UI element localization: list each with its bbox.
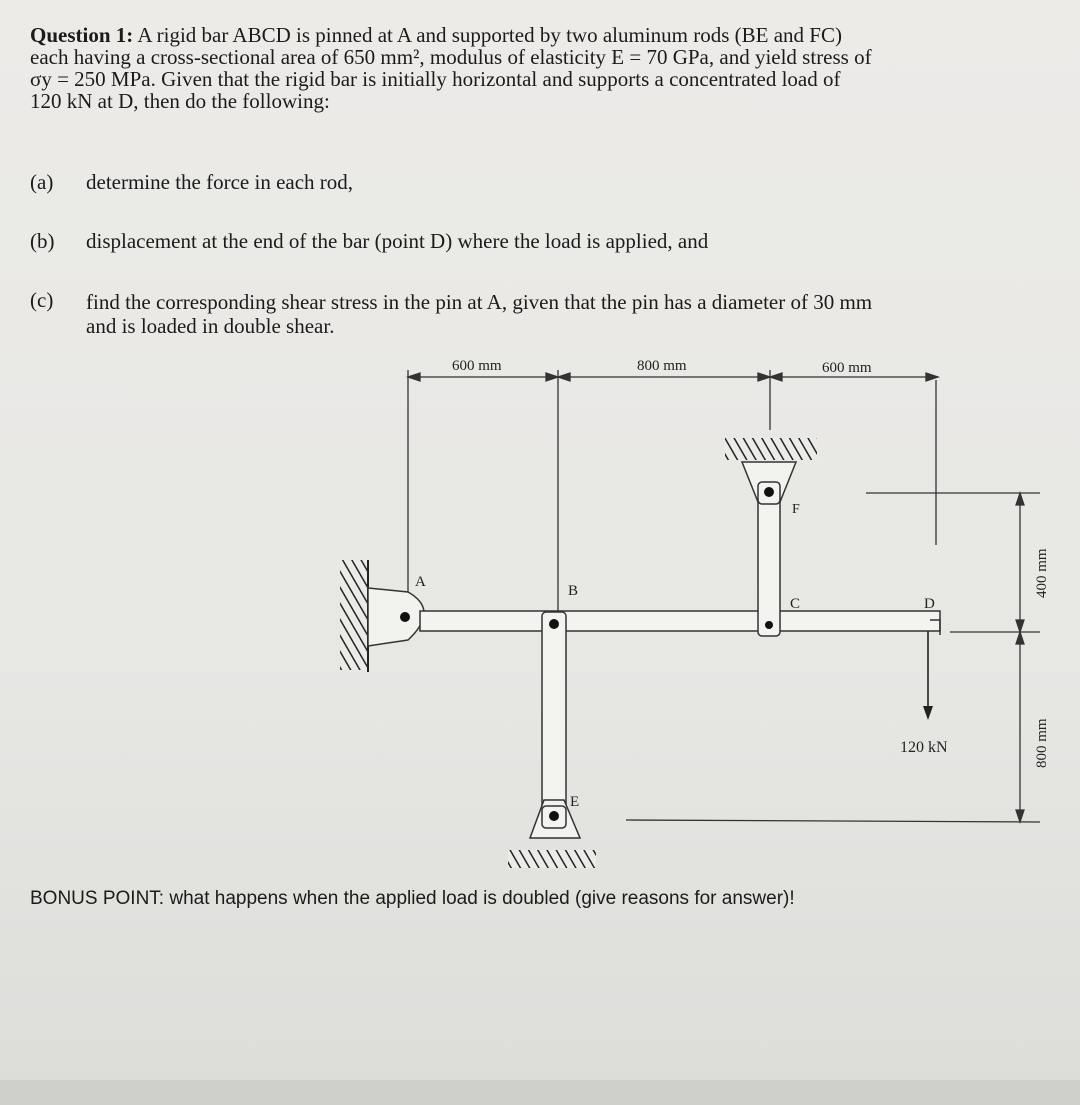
wall-support-a: [340, 560, 368, 670]
part-a-label: (a): [30, 170, 54, 194]
bonus-question: BONUS POINT: what happens when the applied load is doubled (give reasons for answer)!: [30, 888, 795, 909]
rod-fc: [758, 482, 780, 636]
point-b-label: B: [568, 583, 579, 599]
question-line-1: A rigid bar ABCD is pinned at A and supported by two aluminum rods (BE and FC): [137, 23, 842, 47]
point-e-label: E: [570, 794, 580, 810]
part-c-line-2: and is loaded in double shear.: [86, 314, 335, 338]
pin-bracket-a: [368, 588, 424, 646]
question-line-2: each having a cross-sectional area of 650 mm², modulus of elasticity E = 70 GPa, and yield stress of: [30, 45, 872, 69]
bottom-strip: [0, 1080, 1080, 1105]
load-arrow: [923, 631, 933, 720]
pin-a: [400, 612, 410, 622]
load-label: 120 kN: [900, 739, 948, 756]
top-dimension-line: [408, 370, 938, 620]
rod-be: [542, 612, 566, 830]
ground-support-e: [508, 850, 596, 868]
part-c-label: (c): [30, 288, 54, 312]
dim-ab-label: 600 mm: [452, 358, 502, 374]
point-f-label: F: [792, 502, 800, 517]
question-label: Question 1:: [30, 23, 134, 47]
part-b-label: (b): [30, 229, 55, 253]
dim-bc-label: 800 mm: [637, 358, 687, 374]
part-b-text: displacement at the end of the bar (point D) where the load is applied, and: [86, 229, 709, 253]
rigid-bar-abcd: [420, 611, 940, 631]
part-a-text: determine the force in each rod,: [86, 170, 354, 194]
point-a-label: A: [415, 574, 426, 590]
dim-fc-label: 400 mm: [1034, 548, 1050, 598]
question-line-3: σy = 250 MPa. Given that the rigid bar is initially horizontal and supports a concentrated load of: [30, 67, 841, 91]
part-c-line-1: find the corresponding shear stress in the pin at A, given that the pin has a diameter of 30 mm: [86, 290, 873, 314]
dim-be-label: 800 mm: [1034, 718, 1050, 768]
right-dimension-lines: [626, 493, 1040, 822]
dim-cd-label: 600 mm: [822, 360, 872, 376]
point-d-label: D: [924, 596, 935, 612]
ceiling-support-f: [725, 438, 817, 460]
question-line-4: 120 kN at D, then do the following:: [30, 89, 330, 113]
point-c-label: C: [790, 596, 801, 612]
